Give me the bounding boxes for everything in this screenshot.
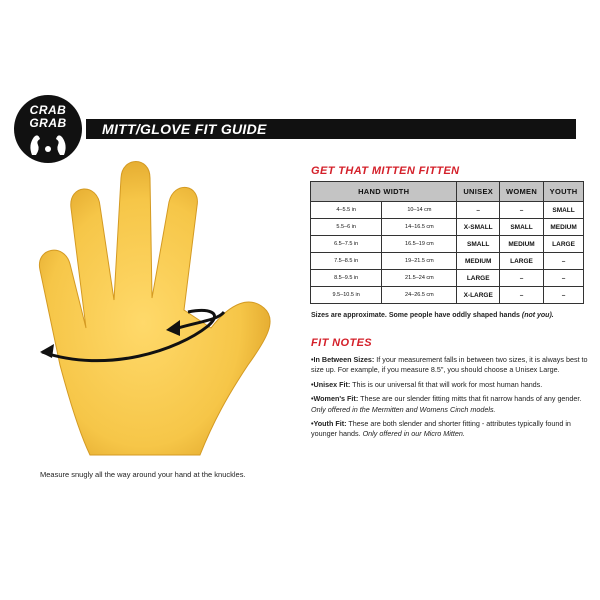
width-in-cell: 9.5–10.5 in xyxy=(311,287,382,304)
table-header-row xyxy=(311,182,584,202)
note-text: This is our universal fit that will work for most human hands. xyxy=(350,379,543,389)
hand-shape xyxy=(39,162,270,456)
table-row xyxy=(311,253,584,270)
unisex-cell: X-SMALL xyxy=(457,219,499,236)
page-title: MITT/GLOVE FIT GUIDE xyxy=(102,121,267,137)
women-cell: MEDIUM xyxy=(499,236,543,253)
youth-cell: LARGE xyxy=(544,236,584,253)
note-text: These are our slender fitting mitts that fit narrow hands of any gender. xyxy=(358,394,582,404)
unisex-cell: LARGE xyxy=(457,270,499,287)
note-label: •In Between Sizes: xyxy=(311,355,375,364)
unisex-cell: MEDIUM xyxy=(457,253,499,270)
women-cell: – xyxy=(499,202,543,219)
width-cm-cell: 14–16.5 cm xyxy=(382,219,457,236)
fit-notes-list xyxy=(311,355,589,444)
list-item xyxy=(311,419,589,440)
list-item xyxy=(311,380,589,390)
fit-table-title: GET THAT MITTEN FITTEN xyxy=(311,165,460,177)
unisex-cell: SMALL xyxy=(457,236,499,253)
fit-notes-title: FIT NOTES xyxy=(311,337,373,349)
list-item xyxy=(311,355,589,376)
col-unisex: UNISEX xyxy=(457,182,499,202)
width-cm-cell: 21.5–24 cm xyxy=(382,270,457,287)
measure-arrow-head-left xyxy=(40,344,54,358)
table-row xyxy=(311,287,584,304)
width-in-cell: 4–5.5 in xyxy=(311,202,382,219)
crab-claw-icon xyxy=(26,131,70,157)
note-text: These are both slender and shorter fitting - attributes typically found in younger hands. xyxy=(311,419,571,439)
note-label: •Women's Fit: xyxy=(311,394,359,404)
crab-grab-logo xyxy=(14,95,82,163)
note-italic: Only offered in our Micro Mitten. xyxy=(362,429,465,439)
women-cell: – xyxy=(499,270,543,287)
table-row xyxy=(311,202,584,219)
hand-illustration xyxy=(28,160,298,460)
width-in-cell: 6.5–7.5 in xyxy=(311,236,382,253)
approx-note-text: Sizes are approximate. Some people have oddly shaped hands xyxy=(311,312,520,319)
women-cell: LARGE xyxy=(499,253,543,270)
note-label: •Youth Fit: xyxy=(311,419,347,429)
width-cm-cell: 16.5–19 cm xyxy=(382,236,457,253)
unisex-cell: – xyxy=(457,202,499,219)
logo-line-2: GRAB xyxy=(29,116,67,130)
logo-line-1: CRAB xyxy=(29,103,67,117)
width-cm-cell: 24–26.5 cm xyxy=(382,287,457,304)
header-bar xyxy=(86,119,576,139)
youth-cell: – xyxy=(544,253,584,270)
table-row xyxy=(311,236,584,253)
table-row xyxy=(311,219,584,236)
list-item xyxy=(311,394,589,415)
youth-cell: – xyxy=(544,270,584,287)
note-label: •Unisex Fit: xyxy=(311,379,351,389)
width-in-cell: 5.5–6 in xyxy=(311,219,382,236)
unisex-cell: X-LARGE xyxy=(457,287,499,304)
fit-table xyxy=(310,181,584,304)
note-text: If your measurement falls in between two sizes, it is always best to size up. For example, if you measure 8.5", you should choose a Unisex Large. xyxy=(311,355,588,375)
width-in-cell: 8.5–9.5 in xyxy=(311,270,382,287)
approx-note xyxy=(311,312,554,319)
hand-caption: Measure snugly all the way around your hand at the knuckles. xyxy=(40,470,246,479)
col-hand-width: HAND WIDTH xyxy=(311,182,457,202)
col-women: WOMEN xyxy=(499,182,543,202)
youth-cell: SMALL xyxy=(544,202,584,219)
youth-cell: MEDIUM xyxy=(544,219,584,236)
women-cell: SMALL xyxy=(499,219,543,236)
col-youth: YOUTH xyxy=(544,182,584,202)
width-cm-cell: 19–21.5 cm xyxy=(382,253,457,270)
women-cell: – xyxy=(499,287,543,304)
width-in-cell: 7.5–8.5 in xyxy=(311,253,382,270)
note-italic: Only offered in the Mermitten and Womens Cinch models. xyxy=(311,404,496,414)
table-row xyxy=(311,270,584,287)
width-cm-cell: 10–14 cm xyxy=(382,202,457,219)
youth-cell: – xyxy=(544,287,584,304)
approx-note-italic: (not you). xyxy=(521,312,554,319)
